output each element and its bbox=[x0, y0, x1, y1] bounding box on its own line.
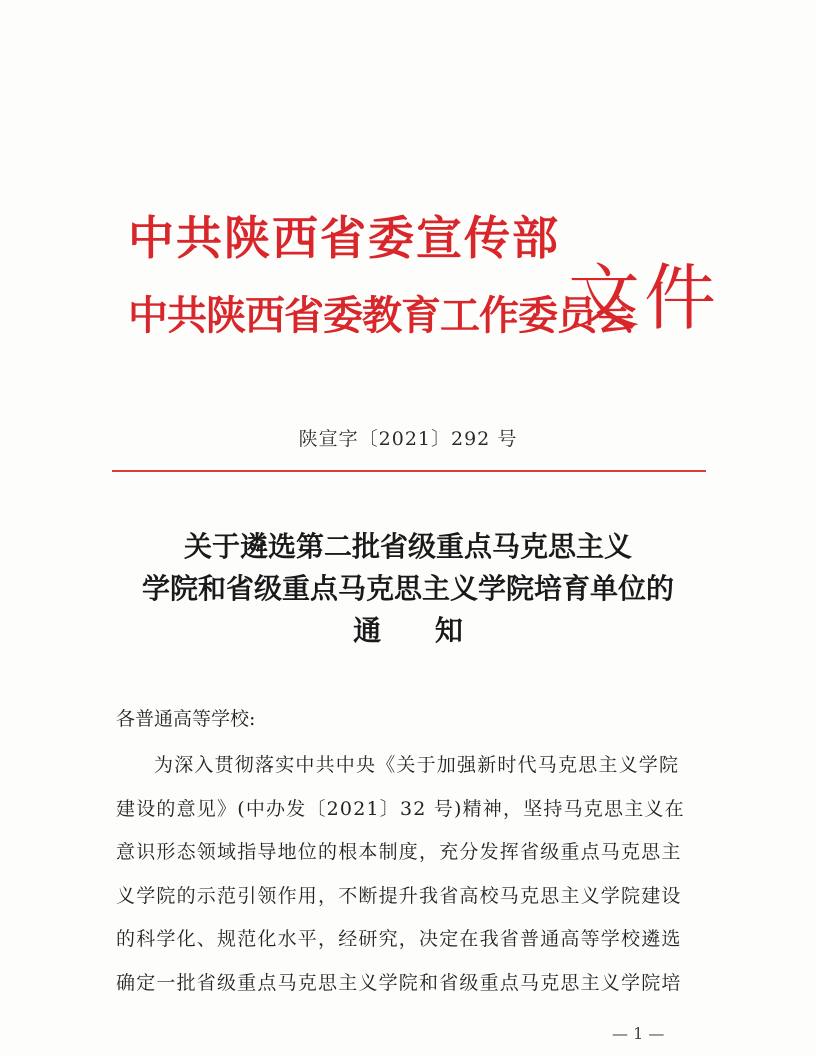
document-type: 文件 bbox=[568, 256, 721, 340]
body-line: 为深入贯彻落实中共中央《关于加强新时代马克思主义学院 bbox=[154, 754, 680, 776]
header-divider bbox=[112, 470, 706, 472]
document-number: 陕宣字〔2021〕292 号 bbox=[298, 428, 518, 450]
title-line-3: 通 知 bbox=[353, 614, 485, 647]
title-line-2: 学院和省级重点马克思主义学院培育单位的 bbox=[141, 572, 674, 605]
salutation: 各普通高等学校: bbox=[116, 708, 256, 730]
body-line: 义学院的示范引领作用，不断提升我省高校马克思主义学院建设 bbox=[116, 884, 682, 907]
issuer-name-2: 中共陕西省委教育工作委员会 bbox=[128, 292, 635, 339]
body-line: 意识形态领域指导地位的根本制度，充分发挥省级重点马克思主 bbox=[116, 841, 682, 863]
red-header bbox=[120, 200, 720, 360]
issuer-name-1: 中共陕西省委宣传部 bbox=[128, 211, 560, 265]
document-title bbox=[0, 526, 816, 652]
body-paragraph bbox=[116, 744, 710, 1005]
title-line-1: 关于遴选第二批省级重点马克思主义 bbox=[183, 530, 632, 563]
body-line: 建设的意见》(中办发〔2021〕32 号)精神，坚持马克思主义在 bbox=[116, 797, 685, 820]
body-line: 确定一批省级重点马克思主义学院和省级重点马克思主义学院培 bbox=[116, 971, 682, 994]
page-number: — 1 — bbox=[612, 1024, 665, 1043]
body-line: 的科学化、规范化水平，经研究，决定在我省普通高等学校遴选 bbox=[116, 928, 682, 950]
